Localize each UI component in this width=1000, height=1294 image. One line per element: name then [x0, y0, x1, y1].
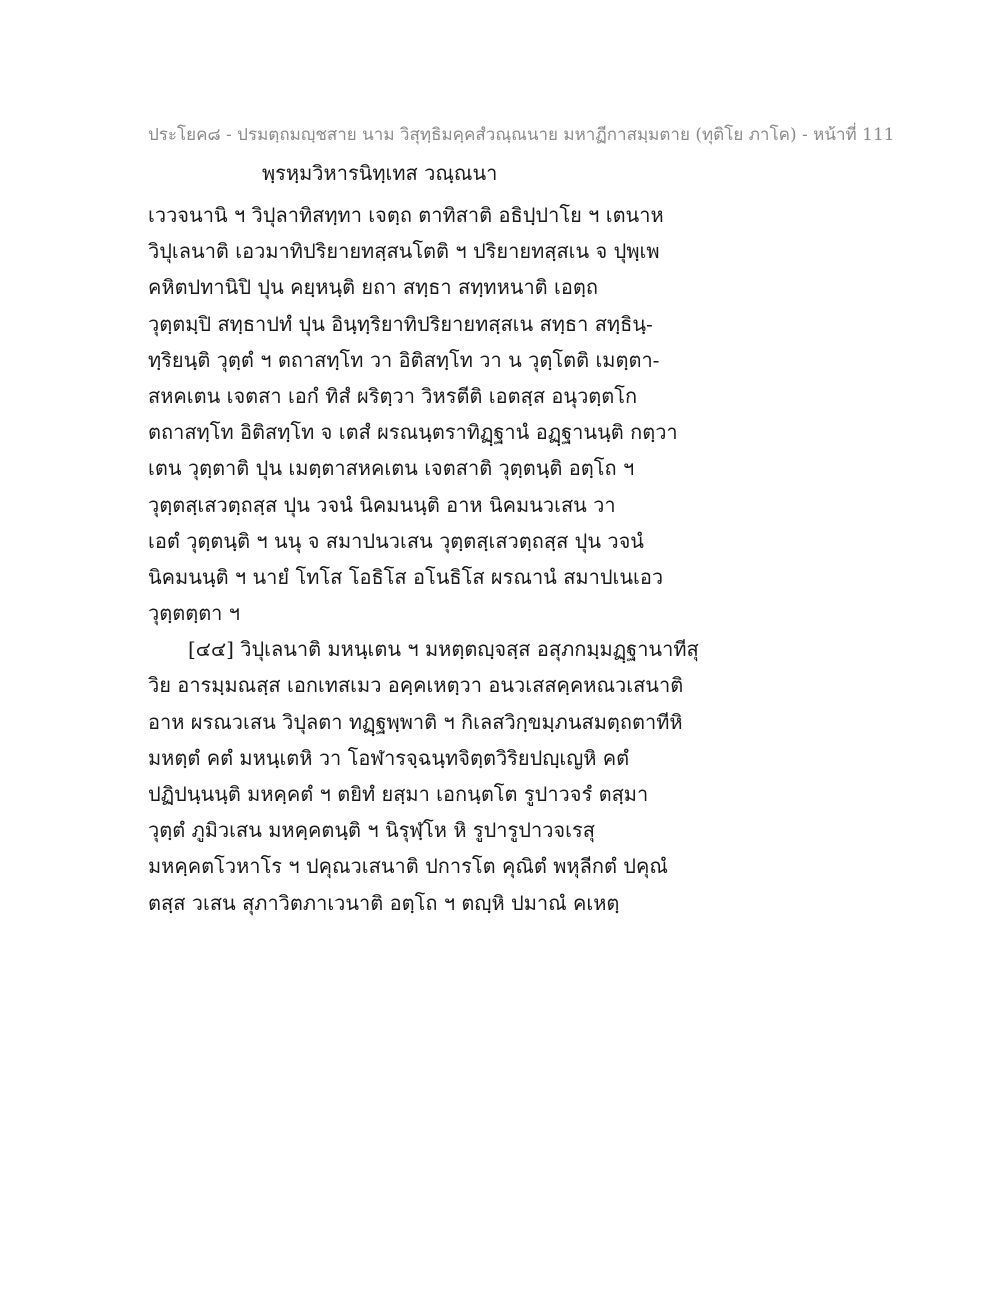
paragraph-start-line: [๔๔] วิปุเลนาติ มหนฺเตน ฯ มหตฺตญฺจสฺส อสุภกมฺมฏฺฐานาทีสุ — [188, 637, 699, 662]
text-line: เววจนานิ ฯ วิปุลาทิสทฺทา เจตฺถ ตาทิสาติ อธิปฺปาโย ฯ เตนาห — [148, 203, 664, 227]
text-line: มหตฺตํ คตํ มหนฺเตหิ วา โอฬารจฺฉนฺทจิตฺตวิริยปญฺเญหิ คตํ — [148, 745, 630, 770]
text-line: ตสฺส วเสน สุภาวิตภาเวนาติ อตฺโถ ฯ ตญฺหิ ปมาณํ คเหตฺ — [148, 890, 620, 915]
text-line: วิปุเลนาติ เอวมาทิปริยายทสฺสนโตติ ฯ ปริยายทสฺสเน จ ปุพฺเพ — [148, 239, 660, 264]
text-line: นิคมนนฺติ ฯ นายํ โทโส โอธิโส อโนธิโส ผรณานํ สมาปเนเอว — [148, 564, 664, 589]
text-line: ทฺริยนฺติ วุตฺตํ ฯ ตถาสทฺโท วา อิติสทฺโท วา น วุตฺโตติ เมตฺตา- — [148, 347, 660, 372]
text-line: วุตฺตํ ภูมิวเสน มหคฺคตนฺติ ฯ นิรุฬฺโห หิ รูปารูปาวจเรสุ — [148, 818, 595, 843]
text-line: อาห ผรณวเสน วิปุลตา ทฏฺฐพฺพาติ ฯ กิเลสวิกฺขมฺภนสมตฺถตาทีหิ — [148, 709, 683, 734]
text-line: สหคเตน เจตสา เอกํ ทิสํ ผริตฺวา วิหรตีติ เอตสฺส อนุวตฺตโก — [148, 383, 638, 408]
text-line: เอตํ วุตฺตนฺติ ฯ นนุ จ สมาปนวเสน วุตฺตสฺเสวตฺถสฺส ปุน วจนํ — [148, 528, 644, 553]
text-line: วุตฺตตฺตา ฯ — [148, 601, 241, 626]
text-line: ตถาสทฺโท อิติสทฺโท จ เตสํ ผรณนฺตราทิฏฺฐานํ อฏฺฐานนฺติ กตฺวา — [148, 420, 678, 445]
text-line: วิย อารมฺมณสฺส เอกเทสเมว อคฺคเหตฺวา อนวเสสคฺคหณวเสนาติ — [148, 673, 684, 698]
body-text — [148, 197, 708, 921]
text-line: เตน วุตฺตาติ ปุน เมตฺตาสหคเตน เจตสาติ วุตฺตนฺติ อตฺโถ ฯ — [148, 456, 635, 481]
text-line: มหคฺคตโวหาโร ฯ ปคุณวเสนาติ ปการโต คุณิตํ พหุลีกตํ ปคุณํ — [148, 854, 668, 879]
section-title: พฺรหฺมวิหารนิทฺเทส วณฺณนา — [262, 161, 498, 185]
text-line: คหิตปทานิปิ ปุน คยฺหนฺติ ยถา สทฺธา สทฺทหนาติ เอตฺถ — [148, 275, 598, 300]
text-line: วุตฺตมฺปิ สทฺธาปทํ ปุน อินฺทฺริยาทิปริยายทสฺสเน สทฺธา สทฺธินฺ- — [148, 311, 653, 336]
text-line: วุตฺตสฺเสวตฺถสฺส ปุน วจนํ นิคมนนฺติ อาห นิคมนวเสน วา — [148, 492, 616, 517]
text-line: ปฏิปนฺนนฺติ มหคฺคตํ ฯ ตยิทํ ยสฺมา เอกนฺตโต รูปาวจรํ ตสฺมา — [148, 782, 649, 806]
running-header: ประโยค๘ - ปรมตฺถมญฺชสาย นาม วิสุทฺธิมคฺคสํวณฺณนาย มหาฏีกาสมฺมตาย (ทุติโย ภาโค) - หน้าที่ 111 — [148, 125, 895, 145]
